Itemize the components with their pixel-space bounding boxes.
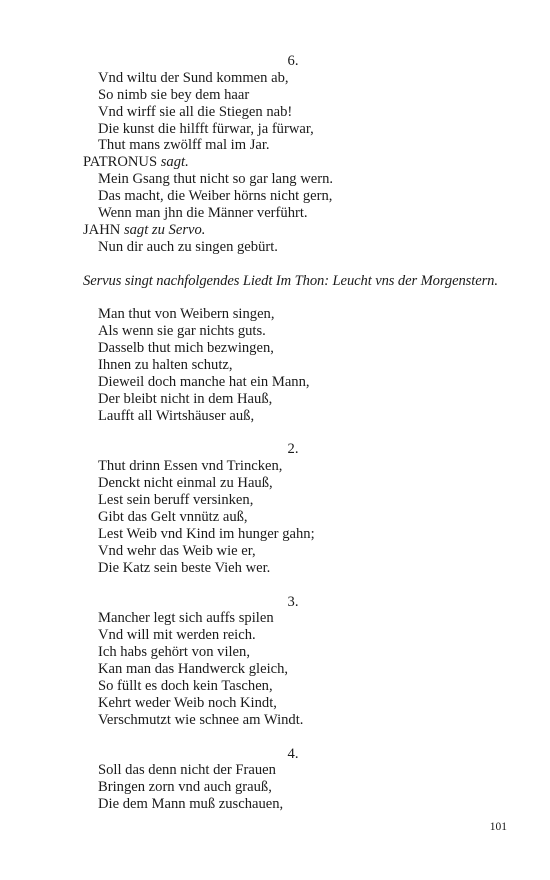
verse-line: Thut mans zwölff mal im Jar. (98, 137, 270, 154)
verse-line: Dasselb thut mich bezwingen, (98, 340, 274, 357)
stanza-number: 3. (287, 593, 299, 610)
text-column (83, 53, 523, 813)
spacer (83, 729, 523, 746)
verse-line: Bringen zorn vnd auch grauß, (98, 779, 272, 796)
spacer (83, 289, 523, 306)
speaker-line (83, 222, 523, 239)
verse-line: So nimb sie bey dem haar (98, 86, 250, 103)
stanza-number: 6. (287, 53, 299, 69)
spacer (83, 425, 523, 442)
speaker-line (83, 154, 523, 171)
verse-line: Lest Weib vnd Kind im hunger gahn; (98, 525, 315, 542)
verse-line: Vnd will mit werden reich. (98, 627, 256, 644)
verse-line: Denckt nicht einmal zu Hauß, (98, 475, 273, 492)
stanza-number: 4. (287, 745, 299, 762)
verse-line: Soll das denn nicht der Frauen (98, 762, 276, 779)
verse-line: Als wenn sie gar nichts guts. (98, 323, 266, 340)
verse-line: Nun dir auch zu singen gebürt. (98, 238, 278, 255)
verse-line: Ihnen zu halten schutz, (98, 357, 233, 374)
verse-line: Dieweil doch manche hat ein Mann, (98, 373, 310, 390)
verse-line: Das macht, die Weiber hörns nicht gern, (98, 188, 333, 205)
page-number: 101 (489, 821, 507, 833)
verse-line: Thut drinn Essen vnd Trincken, (98, 458, 283, 475)
stanza-number: 2. (287, 441, 299, 458)
verse-line: Vnd wirff sie all die Stiegen nab! (98, 103, 293, 120)
verse-line: Mein Gsang thut nicht so gar lang wern. (98, 171, 334, 188)
verse-line: Laufft all Wirtshäuser auß, (98, 407, 255, 424)
verse-line: Mancher legt sich auffs spilen (98, 610, 274, 627)
verse-line: Lest sein beruff versinken, (98, 492, 254, 509)
verse-line: Die dem Mann muß zuschauen, (98, 796, 284, 813)
verse-line: Verschmutzt wie schnee am Windt. (98, 711, 304, 728)
verse-line: Kan man das Handwerck gleich, (98, 661, 289, 678)
verse-line: Kehrt weder Weib noch Kindt, (98, 694, 277, 711)
speaker-name: PATRONUS (83, 154, 158, 171)
verse-line: Gibt das Gelt vnnütz auß, (98, 509, 248, 526)
verse-line: Die Katz sein beste Vieh wer. (98, 559, 271, 576)
verse-line: So füllt es doch kein Taschen, (98, 677, 273, 694)
verse-line: Der bleibt nicht in dem Hauß, (98, 390, 273, 407)
verse-line: Vnd wiltu der Sund kommen ab, (98, 69, 289, 86)
verse-line: Man thut von Weibern singen, (98, 306, 275, 323)
verse-line: Vnd wehr das Weib wie er, (98, 542, 256, 559)
verse-line: Die kunst die hilfft fürwar, ja fürwar, (98, 120, 314, 137)
stage-direction: sagt. (160, 154, 189, 171)
spacer (83, 577, 523, 594)
verse-line: Wenn man jhn die Männer verführt. (98, 205, 308, 222)
stage-direction: sagt zu Servo. (123, 221, 206, 238)
speaker-name: JAHN (83, 221, 121, 238)
verse-line: Ich habs gehört von vilen, (98, 644, 250, 661)
song-rubric: Servus singt nachfolgendes Liedt Im Thon: Leucht vns der Morgenstern. (83, 272, 498, 289)
spacer (83, 256, 523, 273)
